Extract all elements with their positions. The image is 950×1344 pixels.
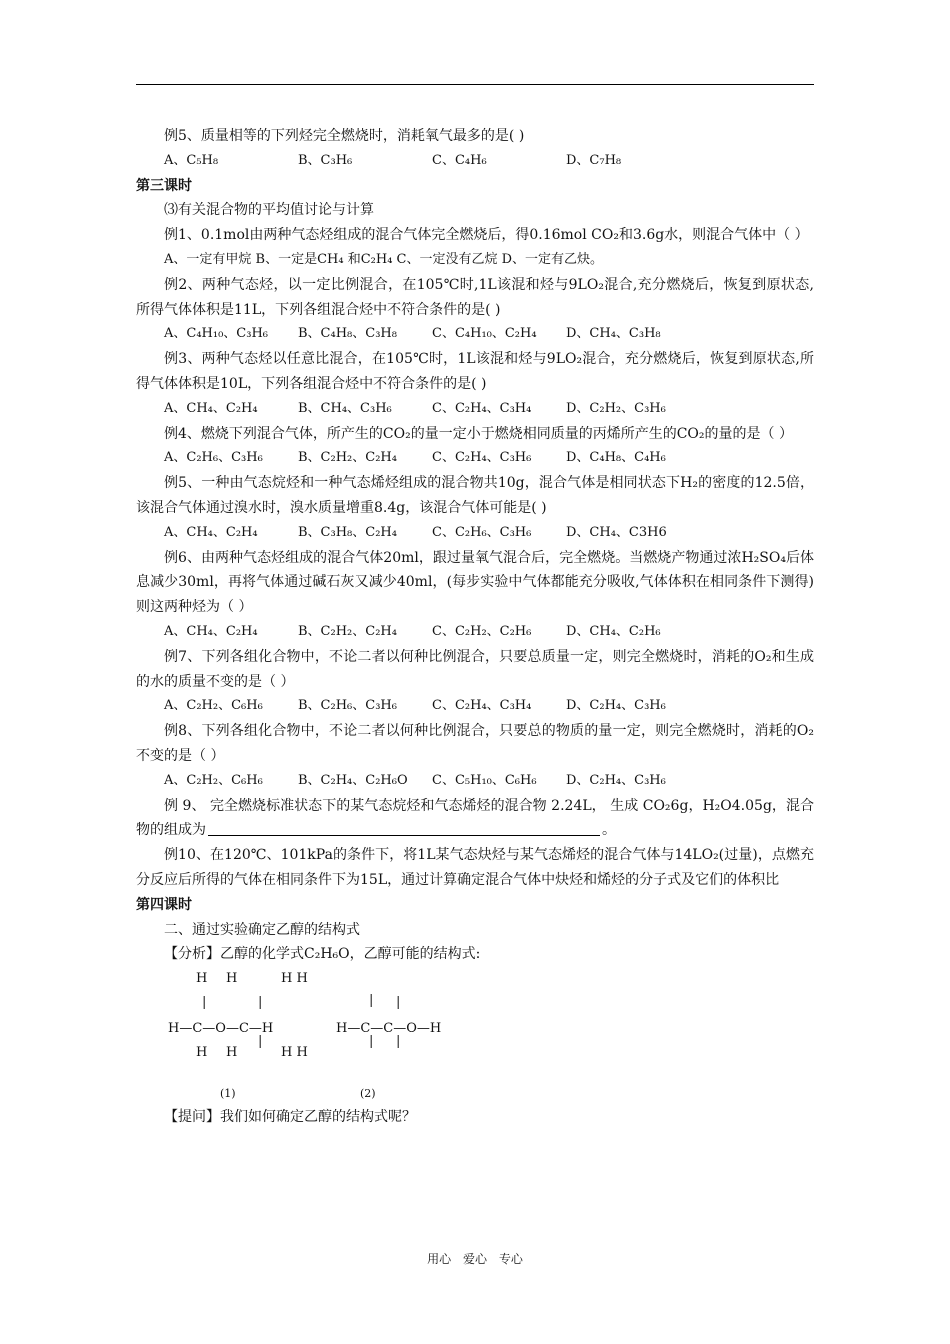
option-a: A、C₄H₁₀、C₃H₆ bbox=[164, 326, 269, 342]
option-c: C、C₂H₄、C₃H₄ bbox=[432, 698, 532, 714]
lesson4-heading: 第四课时 bbox=[136, 896, 192, 913]
header-rule bbox=[136, 84, 814, 85]
option-d: D、C₂H₄、C₃H₆ bbox=[566, 772, 666, 788]
bond-line: | bbox=[202, 995, 207, 1011]
option-d: D、C₇H₈ bbox=[566, 152, 622, 168]
ex5-top-question: 例5、质量相等的下列烃完全燃烧时，消耗氧气最多的是( ) bbox=[164, 128, 525, 144]
ex3-options bbox=[136, 397, 814, 422]
ex8-question: 例8、下列各组化合物中，不论二者以何种比例混合，只要总的物质的量一定，则完全燃烧时，消耗的O₂不变的是（ ） bbox=[136, 723, 814, 764]
footer-word-3: 专心 bbox=[498, 1252, 523, 1266]
bond-line: | bbox=[396, 995, 401, 1011]
formula1-top-h1: H bbox=[196, 971, 208, 987]
formula2-label: (2) bbox=[360, 1087, 376, 1101]
option-c: C、C₅H₁₀、C₆H₆ bbox=[432, 772, 537, 788]
ex6-options bbox=[136, 620, 814, 645]
option-c: C、C₂H₄、C₃H₆ bbox=[432, 450, 532, 466]
footer-word-1: 用心 bbox=[427, 1252, 452, 1266]
ex5-options bbox=[136, 521, 814, 546]
ex4-question: 例4、燃烧下列混合气体，所产生的CO₂的量一定小于燃烧相同质量的丙烯所产生的CO₂的量的是（ ） bbox=[164, 425, 793, 442]
option-b: B、C₂H₂、C₂H₄ bbox=[298, 623, 397, 639]
lesson3-topic: ⑶有关混合物的平均值讨论与计算 bbox=[164, 202, 374, 219]
option-a: A、CH₄、C₂H₄ bbox=[164, 400, 258, 416]
ex8-options bbox=[136, 769, 814, 794]
option-d: D、C₂H₂、C₃H₆ bbox=[566, 400, 666, 416]
formula1-top-h2: H bbox=[226, 971, 238, 987]
option-c: C、C₂H₄、C₃H₄ bbox=[432, 400, 532, 416]
option-d: D、CH₄、C₃H₈ bbox=[566, 326, 661, 342]
option-a: A、CH₄、C₂H₄ bbox=[164, 524, 258, 540]
bond-line: | bbox=[369, 1034, 374, 1050]
formula1-bottom-h1: H bbox=[196, 1045, 208, 1061]
bond-line: | bbox=[258, 1034, 263, 1050]
option-b: B、C₄H₈、C₃H₈ bbox=[298, 326, 397, 342]
ex2-options bbox=[136, 322, 814, 347]
ex1-options: A、一定有甲烷 B、一定是CH₄ 和C₂H₄ C、一定没有乙烷 D、一定有乙炔。 bbox=[164, 251, 604, 267]
formula1-chain: H—C—O—C—H bbox=[168, 1021, 274, 1037]
option-a: A、C₂H₂、C₆H₆ bbox=[164, 772, 263, 788]
ex3-question: 例3、两种气态烃以任意比混合，在105℃时，1L该混和烃与9LO₂混合，充分燃烧后，恢复到原状态,所得气体体积是10L，下列各组混合烃中不符合条件的是( ) bbox=[136, 351, 814, 392]
formula1-label: (1) bbox=[220, 1087, 236, 1101]
option-d: D、C₄H₈、C₄H₆ bbox=[566, 450, 666, 466]
footer-word-2: 爱心 bbox=[462, 1252, 487, 1266]
page-footer bbox=[0, 1250, 950, 1267]
ex7-options bbox=[136, 694, 814, 719]
option-b: B、C₂H₆、C₃H₆ bbox=[298, 698, 397, 714]
ex7-question: 例7、下列各组化合物中，不论二者以何种比例混合，只要总质量一定，则完全燃烧时，消耗的O₂和生成的水的质量不变的是（ ） bbox=[136, 648, 814, 690]
ex5-top-options bbox=[136, 149, 814, 174]
option-a: A、C₂H₂、C₆H₆ bbox=[164, 698, 263, 714]
answer-blank[interactable] bbox=[208, 821, 600, 836]
option-a: A、C₅H₈ bbox=[164, 152, 219, 168]
option-a: A、C₂H₆、C₃H₆ bbox=[164, 450, 263, 466]
option-c: C、C₂H₂、C₂H₆ bbox=[432, 623, 532, 639]
option-b: B、C₂H₄、C₂H₆O bbox=[298, 772, 408, 788]
lesson3-heading: 第三课时 bbox=[136, 177, 192, 194]
ex2-question: 例2、两种气态烃，以一定比例混合，在105℃时,1L该混和烃与9LO₂混合,充分燃烧后，恢复到原状态,所得气体体积是11L，下列各组混合烃中不符合条件的是( ) bbox=[136, 276, 814, 318]
option-d: D、CH₄、C3H6 bbox=[566, 524, 667, 540]
ex10-question: 例10、在120℃、101kPa的条件下，将1L某气态炔烃与某气态烯烃的混合气体与14LO₂(过量)，点燃充分反应后所得的气体在相同条件下为15L，通过计算确定混合气体中炔烃和烯烃的分子式及它们的体积比 bbox=[136, 847, 814, 888]
ex9-end: 。 bbox=[602, 822, 616, 839]
ethanol-structural-formulas bbox=[136, 967, 814, 1105]
bond-line: | bbox=[258, 995, 263, 1011]
option-b: B、CH₄、C₃H₆ bbox=[298, 400, 392, 416]
bond-line: | bbox=[369, 993, 374, 1009]
ex5-question: 例5、一种由气态烷烃和一种气态烯烃组成的混合物共10g，混合气体是相同状态下H₂的密度的12.5倍，该混合气体通过溴水时，溴水质量增重8.4g，该混合气体可能是( ) bbox=[136, 475, 814, 516]
lesson4-section: 二、通过实验确定乙醇的结构式 bbox=[164, 921, 360, 938]
formula1-bottom-h2: H bbox=[226, 1045, 238, 1061]
option-d: D、CH₄、C₂H₆ bbox=[566, 623, 661, 639]
option-d: D、C₂H₄、C₃H₆ bbox=[566, 698, 666, 714]
formula1-bottom-h3: H H bbox=[281, 1045, 308, 1061]
option-b: B、C₂H₂、C₂H₄ bbox=[298, 450, 397, 466]
ex6-question: 例6、由两种气态烃组成的混合气体20ml，跟过量氧气混合后，完全燃烧。当燃烧产物通过浓H₂SO₄后体息减少30ml，再将气体通过碱石灰又减少40ml，(每步实验中气体都能充分吸收,气体体积在相同条件下测得)则这两种烃为（ ） bbox=[136, 549, 814, 616]
question-text: 【提问】我们如何确定乙醇的结构式呢？ bbox=[164, 1109, 416, 1126]
option-c: C、C₄H₁₀、C₂H₄ bbox=[432, 326, 537, 342]
option-c: C、C₂H₆、C₃H₆ bbox=[432, 524, 532, 540]
formula1-top-h3: H H bbox=[281, 971, 308, 987]
option-c: C、C₄H₆ bbox=[432, 152, 487, 168]
document-body bbox=[136, 124, 814, 1130]
analysis-text: 【分析】乙醇的化学式C₂H₆O，乙醇可能的结构式: bbox=[164, 946, 481, 963]
bond-line: | bbox=[396, 1034, 401, 1050]
option-a: A、CH₄、C₂H₄ bbox=[164, 623, 258, 639]
ex4-options bbox=[136, 446, 814, 471]
ex1-question: 例1、0.1mol由两种气态烃组成的混合气体完全燃烧后，得0.16mol CO₂和3.6g水，则混合气体中（ ） bbox=[164, 227, 809, 244]
ex9-question bbox=[136, 794, 814, 844]
option-b: B、C₃H₈、C₂H₄ bbox=[298, 524, 397, 540]
formula2-chain: H—C—C—O—H bbox=[336, 1021, 442, 1037]
option-b: B、C₃H₆ bbox=[298, 152, 353, 168]
ex9-text: 例 9、 完全燃烧标准状态下的某气态烷烃和气态烯烃的混合物 2.24L， 生成 CO₂6g，H₂O4.05g，混合物的组成为 bbox=[136, 797, 814, 839]
